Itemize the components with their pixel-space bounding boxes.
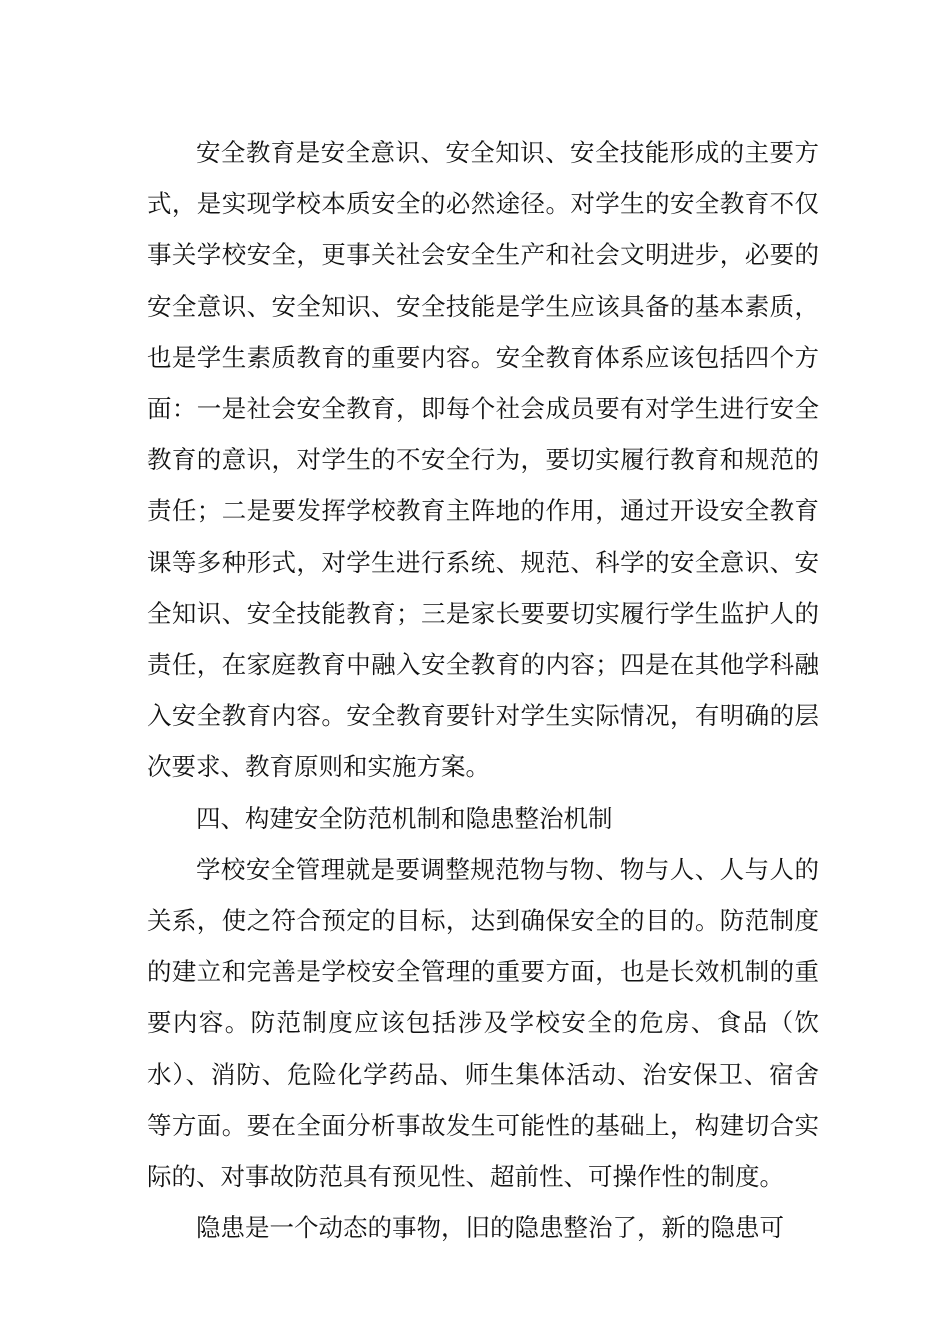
paragraph-safety-management: 学校安全管理就是要调整规范物与物、物与人、人与人的关系，使之符合预定的目标，达到确保安全的目的。防范制度的建立和完善是学校安全管理的重要方面，也是长效机制的重要内容。防范制度应该包括涉及学校安全的危房、食品（饮水）、消防、危险化学药品、师生集体活动、治安保卫、宿舍等方面。要在全面分析事故发生可能性的基础上，构建切合实际的、对事故防范具有预见性、超前性、可操作性的制度。 [147,854,819,1192]
section-heading-four: 四、构建安全防范机制和隐患整治机制 [196,803,613,833]
document-body [147,127,819,1253]
paragraph-hazard: 隐患是一个动态的事物，旧的隐患整治了，新的隐患可 [196,1213,784,1243]
paragraph-safety-education: 安全教育是安全意识、安全知识、安全技能形成的主要方式，是实现学校本质安全的必然途径。对学生的安全教育不仅事关学校安全，更事关社会安全生产和社会文明进步，必要的安全意识、安全知识、安全技能是学生应该具备的基本素质，也是学生素质教育的重要内容。安全教育体系应该包括四个方面：一是社会安全教育，即每个社会成员要有对学生进行安全教育的意识，对学生的不安全行为，要切实履行教育和规范的责任；二是要发挥学校教育主阵地的作用，通过开设安全教育课等多种形式，对学生进行系统、规范、科学的安全意识、安全知识、安全技能教育；三是家长要要切实履行学生监护人的责任，在家庭教育中融入安全教育的内容；四是在其他学科融入安全教育内容。安全教育要针对学生实际情况，有明确的层次要求、教育原则和实施方案。 [147,138,819,782]
